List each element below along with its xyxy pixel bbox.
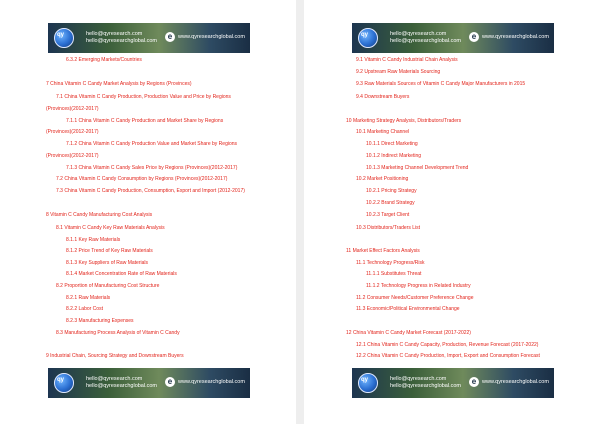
e-icon: e bbox=[469, 377, 479, 387]
e-icon: e bbox=[469, 32, 479, 42]
website-url: www.qyresearchglobal.com bbox=[482, 379, 549, 385]
contact-email-global: hello@qyresearchglobal.com bbox=[86, 383, 158, 389]
contact-email-global: hello@qyresearchglobal.com bbox=[390, 383, 462, 389]
qy-logo-icon bbox=[54, 28, 74, 48]
toc-entry[interactable]: 10.3 Distributors/Traders List bbox=[356, 225, 421, 231]
toc-entry[interactable]: 10.1.1 Direct Marketing bbox=[366, 141, 418, 147]
toc-entry[interactable]: 9 Industrial Chain, Sourcing Strategy and Downstream Buyers bbox=[46, 353, 184, 359]
website-url: www.qyresearchglobal.com bbox=[178, 34, 245, 40]
toc-entry[interactable]: 9.2 Upstream Raw Materials Sourcing bbox=[356, 69, 441, 75]
left-page bbox=[0, 0, 296, 424]
toc-entry[interactable]: 10.2.3 Target Client bbox=[366, 212, 410, 218]
contact-email: hello@qyresearch.com bbox=[86, 31, 143, 37]
footer-banner bbox=[48, 368, 250, 398]
header-banner bbox=[352, 23, 554, 53]
toc-entry[interactable]: 8.1.4 Market Concentration Rate of Raw Materials bbox=[66, 271, 177, 277]
toc-entry[interactable]: 7.1 China Vitamin C Candy Production, Production Value and Price by Regions bbox=[56, 94, 231, 100]
e-icon: e bbox=[165, 377, 175, 387]
toc-entry[interactable]: 9.3 Raw Materials Sources of Vitamin C Candy Major Manufacturers in 2015 bbox=[356, 81, 526, 87]
footer-banner bbox=[352, 368, 554, 398]
toc-entry[interactable]: 7.1.1 China Vitamin C Candy Production and Market Share by Regions bbox=[66, 118, 224, 124]
toc-entry[interactable]: 8.1.2 Price Trend of Key Raw Materials bbox=[66, 248, 153, 254]
toc-entry[interactable]: 8.3 Manufacturing Process Analysis of Vitamin C Candy bbox=[56, 330, 180, 336]
toc-entry[interactable]: 7.1.2 China Vitamin C Candy Production Value and Market Share by Regions bbox=[66, 141, 238, 147]
toc-entry[interactable]: 8 Vitamin C Candy Manufacturing Cost Analysis bbox=[46, 212, 153, 218]
website-url: www.qyresearchglobal.com bbox=[482, 34, 549, 40]
contact-email-global: hello@qyresearchglobal.com bbox=[86, 38, 158, 44]
contact-email: hello@qyresearch.com bbox=[86, 376, 143, 382]
contact-email: hello@qyresearch.com bbox=[390, 376, 447, 382]
qy-logo-icon bbox=[358, 373, 378, 393]
toc-entry[interactable]: 8.2.2 Labor Cost bbox=[66, 306, 103, 312]
toc-entry[interactable]: 8.2.3 Manufacturing Expenses bbox=[66, 318, 134, 324]
toc-entry[interactable]: 6.3.2 Emerging Markets/Countries bbox=[66, 57, 142, 63]
toc-entry[interactable]: 12 China Vitamin C Candy Market Forecast (2017-2022) bbox=[346, 330, 471, 336]
toc-entry[interactable]: 11.1 Technology Progress/Risk bbox=[356, 260, 425, 266]
right-page bbox=[304, 0, 600, 424]
toc-entry[interactable]: 7.2 China Vitamin C Candy Consumption by Regions (Provinces)(2012-2017) bbox=[56, 176, 228, 182]
toc-entry[interactable]: 11.1.1 Substitutes Threat bbox=[366, 271, 422, 277]
toc-entry[interactable]: 8.2.1 Raw Materials bbox=[66, 295, 111, 301]
e-icon: e bbox=[165, 32, 175, 42]
toc-entry[interactable]: (Provinces)(2012-2017) bbox=[46, 129, 99, 135]
contact-email-global: hello@qyresearchglobal.com bbox=[390, 38, 462, 44]
toc-entry[interactable]: 10.1 Marketing Channel bbox=[356, 129, 410, 135]
toc-entry[interactable]: 7.3 China Vitamin C Candy Production, Consumption, Export and Import (2012-2017) bbox=[56, 188, 245, 194]
toc-entry[interactable]: 11.1.2 Technology Progress in Related Industry bbox=[366, 283, 471, 289]
header-banner bbox=[48, 23, 250, 53]
toc-entry[interactable]: 7 China Vitamin C Candy Market Analysis by Regions (Provinces) bbox=[46, 81, 192, 87]
toc-entry[interactable]: 8.1.1 Key Raw Materials bbox=[66, 237, 121, 243]
toc-entry[interactable]: 10.1.3 Marketing Channel Development Trend bbox=[366, 165, 469, 171]
toc-entry[interactable]: 9.4 Downstream Buyers bbox=[356, 94, 410, 100]
toc-entry[interactable]: (Provinces)(2012-2017) bbox=[46, 106, 99, 112]
toc-entry[interactable]: 10.1.2 Indirect Marketing bbox=[366, 153, 422, 159]
toc-entry[interactable]: 10 Marketing Strategy Analysis, Distributors/Traders bbox=[346, 118, 462, 124]
toc-entry[interactable]: 11 Market Effect Factors Analysis bbox=[346, 248, 420, 254]
toc-entry[interactable]: 11.3 Economic/Political Environmental Change bbox=[356, 306, 460, 312]
qy-logo-icon bbox=[54, 373, 74, 393]
toc-entry[interactable]: 9.1 Vitamin C Candy Industrial Chain Analysis bbox=[356, 57, 458, 63]
logo-text: qy bbox=[57, 377, 65, 383]
toc-entry[interactable]: 12.1 China Vitamin C Candy Capacity, Production, Revenue Forecast (2017-2022) bbox=[356, 342, 539, 348]
logo-text: qy bbox=[361, 32, 369, 38]
toc-entry[interactable]: 8.2 Proportion of Manufacturing Cost Structure bbox=[56, 283, 160, 289]
toc-entry[interactable]: 11.2 Consumer Needs/Customer Preference Change bbox=[356, 295, 474, 301]
toc-entry[interactable]: (Provinces)(2012-2017) bbox=[46, 153, 99, 159]
toc-entry[interactable]: 7.1.3 China Vitamin C Candy Sales Price by Regions (Provinces)(2012-2017) bbox=[66, 165, 238, 171]
toc-entry[interactable]: 8.1 Vitamin C Candy Key Raw Materials Analysis bbox=[56, 225, 165, 231]
toc-entry[interactable]: 10.2.2 Brand Strategy bbox=[366, 200, 415, 206]
toc-entry[interactable]: 8.1.3 Key Suppliers of Raw Materials bbox=[66, 260, 148, 266]
qy-logo-icon bbox=[358, 28, 378, 48]
website-url: www.qyresearchglobal.com bbox=[178, 379, 245, 385]
toc-entry[interactable]: 12.2 China Vitamin C Candy Production, Import, Export and Consumption Forecast bbox=[356, 353, 540, 359]
toc-entry[interactable]: 10.2 Market Positioning bbox=[356, 176, 409, 182]
toc-entry[interactable]: 10.2.1 Pricing Strategy bbox=[366, 188, 417, 194]
contact-email: hello@qyresearch.com bbox=[390, 31, 447, 37]
logo-text: qy bbox=[57, 32, 65, 38]
logo-text: qy bbox=[361, 377, 369, 383]
